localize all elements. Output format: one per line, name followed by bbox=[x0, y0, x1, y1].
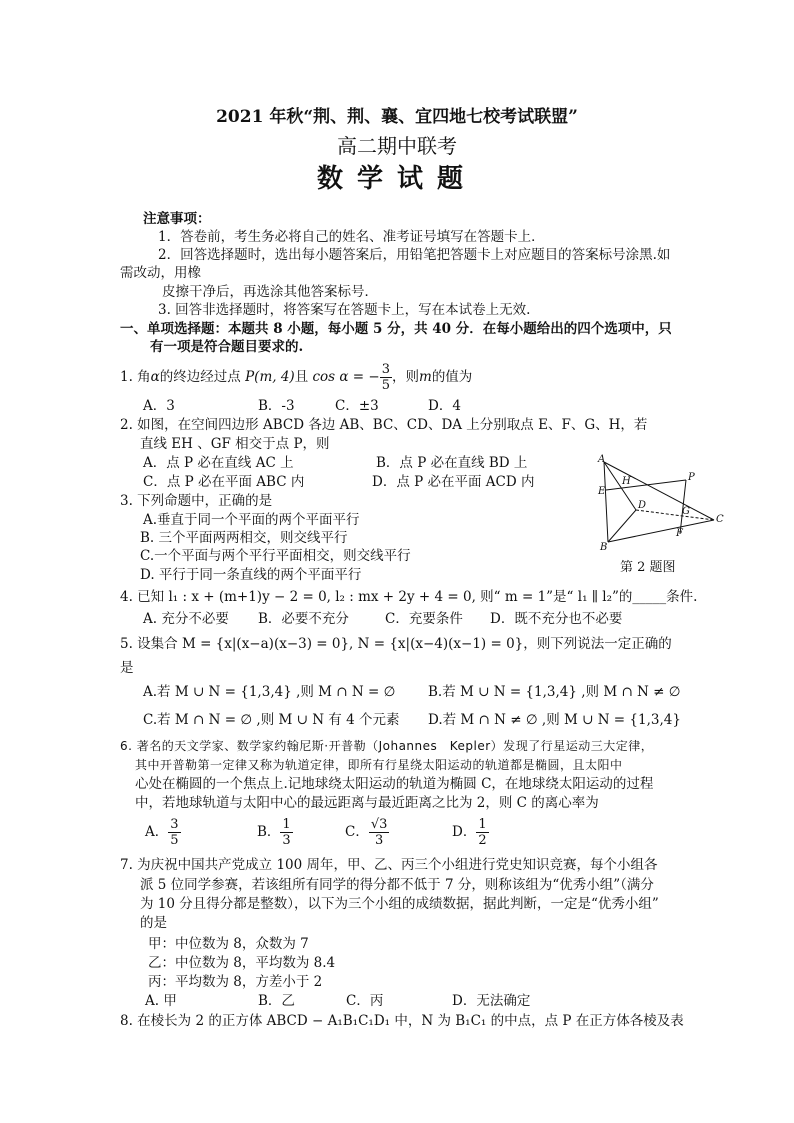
exam-subtitle: 高二期中联考 bbox=[337, 134, 457, 158]
notice-item-1: 1．答卷前，考生务必将自己的姓名、准考证号填写在答题卡上． bbox=[158, 229, 545, 245]
fraction-3-5: $\frac{3}{5}$ bbox=[381, 362, 390, 393]
question-3-option-c: C.一个平面与两个平行平面相交，则交线平行 bbox=[140, 548, 411, 564]
question-7-stem-cont3: 的是 bbox=[140, 915, 167, 931]
fig-label-f: F bbox=[676, 528, 683, 539]
question-3-option-a: A.垂直于同一个平面的两个平面平行 bbox=[143, 512, 360, 528]
question-1-option-d: D．4 bbox=[428, 398, 461, 414]
question-3-stem: 3. 下列命题中，正确的是 bbox=[120, 493, 273, 509]
question-7-group-yi: 乙：中位数为 8，平均数为 8.4 bbox=[148, 955, 336, 971]
question-2-figure-caption: 第 2 题图 bbox=[620, 560, 676, 575]
question-5-option-b: B.若 M ∪ N = {1,3,4} ,则 M ∩ N ≠ ∅ bbox=[428, 684, 681, 700]
question-4-option-a: A. 充分不必要 bbox=[143, 611, 229, 627]
question-7-option-d: D．无法确定 bbox=[452, 993, 531, 1009]
question-4-option-b: B．必要不充分 bbox=[258, 611, 349, 627]
question-7-option-c: C．丙 bbox=[346, 993, 384, 1009]
question-3-option-d: D. 平行于同一条直线的两个平面平行 bbox=[140, 567, 362, 583]
question-1-stem: 1. 角α的终边经过点 P(m, 4)且 cos α = − $\frac{3}{5}$ ，则m的值为 bbox=[120, 362, 473, 393]
question-1-option-a: A．3 bbox=[143, 398, 175, 414]
fig-label-h: H bbox=[622, 476, 631, 487]
question-7-group-jia: 甲：中位数为 8，众数为 7 bbox=[148, 936, 309, 952]
question-7-stem-cont2: 为 10 分且得分都是整数），以下为三个小组的成绩数据，据此判断，一定是“优秀小组” bbox=[140, 896, 659, 912]
question-5-option-a: A.若 M ∪ N = {1,3,4} ,则 M ∩ N = ∅ bbox=[143, 684, 396, 700]
question-5-option-c: C.若 M ∩ N = ∅ ,则 M ∪ N 有 4 个元素 bbox=[143, 712, 400, 728]
question-6-stem-cont3: 中，若地球轨道与太阳中心的最远距离与最近距离之比为 2，则 C 的离心率为 bbox=[135, 795, 599, 811]
edge-dc bbox=[636, 510, 714, 520]
fig-label-g: G bbox=[682, 506, 690, 517]
question-5-stem-cont: 是 bbox=[120, 660, 134, 676]
question-6-option-d: D． $\frac{1}{2}$ bbox=[452, 817, 487, 848]
question-7-option-b: B．乙 bbox=[258, 993, 295, 1009]
edge-ac bbox=[604, 462, 714, 520]
notice-item-3: 3. 回答非选择题时，将答案写在答题卡上，写在本试卷上无效. bbox=[158, 302, 531, 318]
notice-item-2-cont2: 皮擦干净后，再选涂其他答案标号． bbox=[162, 284, 378, 300]
section-heading: 一、单项选择题：本题共 8 小题，每小题 5 分，共 40 分．在每小题给出的四个选项中，只 bbox=[120, 321, 672, 337]
question-6-stem: 6. 著名的天文学家、数学家约翰尼斯·开普勒（Johannes Kepler）发现了行星运动三大定律， bbox=[120, 739, 654, 753]
question-4-stem: 4. 已知 l₁ : x + (m+1)y − 2 = 0, l₂ : mx + 2y + 4 = 0, 则“ m = 1”是“ l₁ ∥ l₂”的_____条件. bbox=[120, 589, 698, 605]
line-ep bbox=[606, 480, 686, 490]
fig-label-a: A bbox=[598, 454, 606, 465]
question-2-option-d: D．点 P 必在平面 ACD 内 bbox=[372, 474, 535, 490]
question-7-stem: 7. 为庆祝中国共产党成立 100 周年，甲、乙、丙三个小组进行党史知识竞赛，每个小组各 bbox=[120, 857, 658, 873]
question-4-option-c: C．充要条件 bbox=[385, 611, 463, 627]
question-8-stem: 8. 在棱长为 2 的正方体 ABCD − A₁B₁C₁D₁ 中，N 为 B₁C₁ 的中点，点 P 在正方体各棱及表 bbox=[120, 1013, 684, 1029]
notice-item-2: 2．回答选择题时，选出每小题答案后，用铅笔把答题卡上对应题目的答案标号涂黑.如 bbox=[158, 247, 671, 263]
question-2-figure bbox=[596, 452, 726, 552]
question-2-stem-cont: 直线 EH 、GF 相交于点 P，则 bbox=[140, 436, 330, 452]
question-5-stem: 5. 设集合 M = {x|(x−a)(x−3) = 0}, N = {x|(x−4)(x−1) = 0}，则下列说法一定正确的 bbox=[120, 636, 672, 652]
question-6-option-a: A． $\frac{3}{5}$ bbox=[145, 817, 179, 848]
fig-label-b: B bbox=[600, 542, 608, 552]
exam-alliance-title: 2021 年秋“荆、荆、襄、宜四地七校考试联盟” bbox=[216, 107, 578, 127]
section-heading-cont: 有一项是符合题目要求的. bbox=[150, 339, 304, 355]
question-6-option-b: B． $\frac{1}{3}$ bbox=[257, 817, 291, 848]
question-2-stem: 2. 如图，在空间四边形 ABCD 各边 AB、BC、CD、DA 上分别取点 E、F、G、H，若 bbox=[120, 417, 648, 433]
fig-label-p: P bbox=[688, 472, 695, 483]
question-5-option-d: D.若 M ∩ N ≠ ∅ ,则 M ∪ N = {1,3,4} bbox=[428, 712, 681, 728]
notice-item-2-cont: 需改动，用橡 bbox=[120, 265, 201, 281]
question-6-option-c: C． $\frac{√3}{3}$ bbox=[345, 817, 388, 848]
question-7-option-a: A. 甲 bbox=[145, 993, 177, 1009]
question-3-option-b: B. 三个平面两两相交，则交线平行 bbox=[140, 530, 348, 546]
question-1-option-b: B．-3 bbox=[258, 398, 295, 414]
question-7-stem-cont1: 派 5 位同学参赛，若该组所有同学的得分都不低于 7 分，则称该组为“优秀小组”（满分 bbox=[140, 877, 654, 893]
question-2-option-c: C．点 P 必在平面 ABC 内 bbox=[143, 474, 305, 490]
exam-subject-title: 数学试题 bbox=[316, 164, 477, 194]
fig-label-d: D bbox=[638, 500, 647, 511]
question-2-option-a: A．点 P 必在直线 AC 上 bbox=[143, 455, 294, 471]
question-1-option-c: C．±3 bbox=[335, 398, 379, 414]
fig-label-c: C bbox=[716, 514, 724, 525]
edge-ab bbox=[604, 462, 608, 542]
question-7-group-bing: 丙：平均数为 8，方差小于 2 bbox=[148, 974, 323, 990]
question-6-stem-cont2: 心处在椭圆的一个焦点上.记地球绕太阳运动的轨道为椭圆 C，在地球绕太阳运动的过程 bbox=[135, 776, 654, 792]
question-4-option-d: D．既不充分也不必要 bbox=[490, 611, 623, 627]
edge-ad bbox=[604, 462, 636, 510]
question-2-option-b: B．点 P 必在直线 BD 上 bbox=[376, 455, 528, 471]
notice-title: 注意事项： bbox=[143, 211, 211, 227]
fig-label-e: E bbox=[598, 486, 606, 497]
question-6-stem-cont1: 其中开普勒第一定律又称为轨道定律，即所有行星绕太阳运动的轨道都是椭圆，且太阳中 bbox=[135, 758, 623, 772]
